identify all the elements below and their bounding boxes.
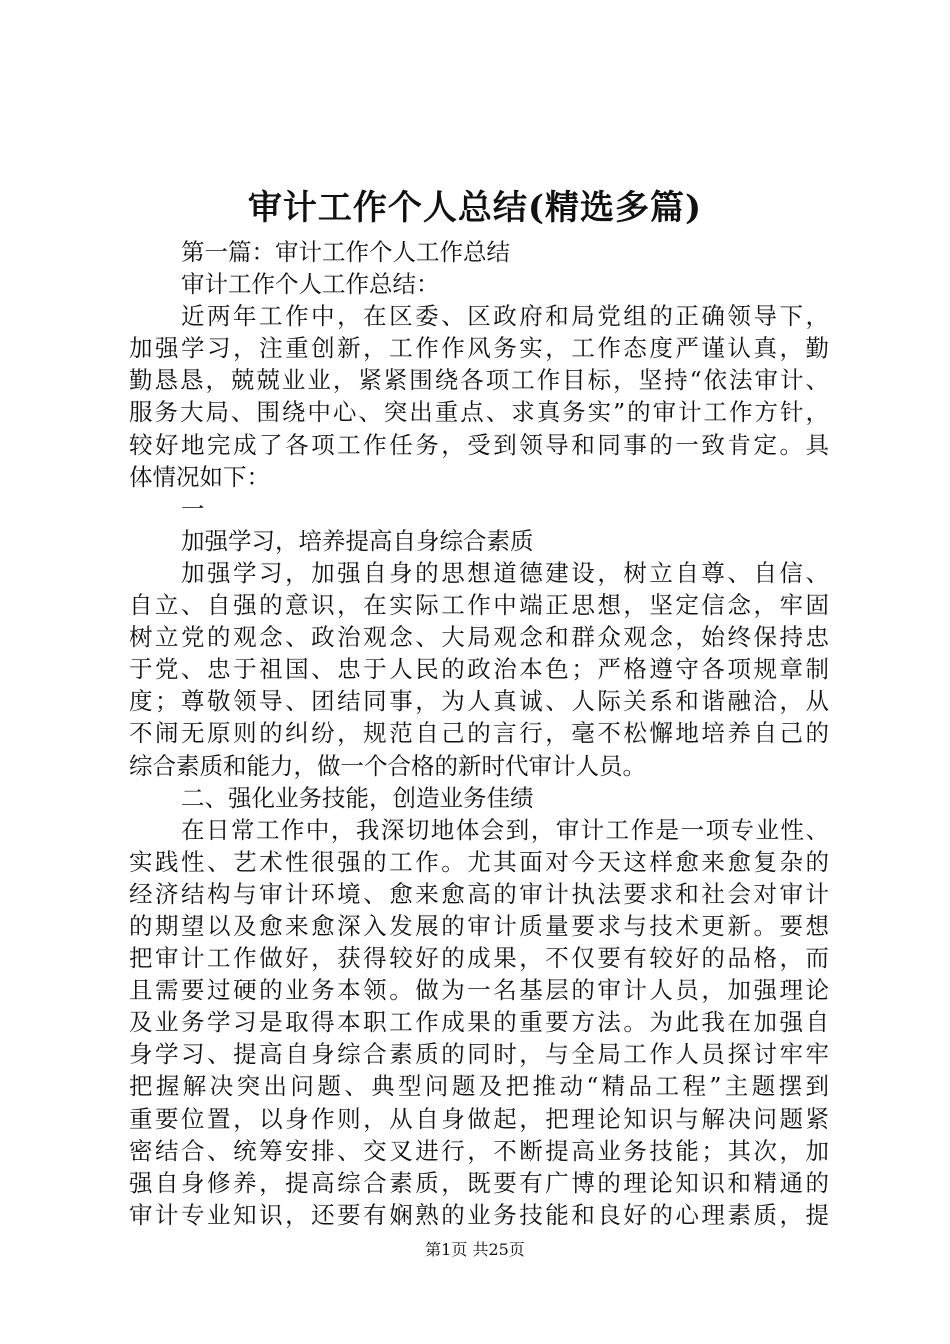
paragraph-line: 把审计工作做好，获得较好的成果，不仅要有较好的品格，而 bbox=[129, 944, 829, 973]
paragraph-line: 于党、忠于祖国、忠于人民的政治本色；严格遵守各项规章制 bbox=[129, 655, 829, 684]
paragraph-line: 实践性、艺术性很强的工作。尤其面对今天这样愈来愈复杂的 bbox=[129, 847, 829, 876]
paragraph-line: 体情况如下： bbox=[129, 462, 270, 491]
paragraph-line: 密结合、统筹安排、交叉进行，不断提高业务技能；其次，加 bbox=[129, 1136, 829, 1165]
paragraph-line: 较好地完成了各项工作任务，受到领导和同事的一致肯定。具 bbox=[129, 430, 829, 459]
paragraph-line: 综合素质和能力，做一个合格的新时代审计人员。 bbox=[129, 751, 646, 780]
paragraph-line: 及业务学习是取得本职工作成果的重要方法。为此我在加强自 bbox=[129, 1008, 829, 1037]
section-number: 一 bbox=[181, 494, 205, 523]
page-footer: 第1页 共25页 bbox=[425, 1240, 525, 1259]
paragraph-line: 审计工作个人工作总结： bbox=[181, 270, 440, 299]
paragraph-line: 强自身修养，提高综合素质，既要有广博的理论知识和精通的 bbox=[129, 1168, 829, 1197]
paragraph-line: 加强学习，注重创新，工作作风务实，工作态度严谨认真，勤 bbox=[129, 334, 829, 363]
paragraph-line: 树立党的观念、政治观念、大局观念和群众观念，始终保持忠 bbox=[129, 623, 829, 652]
paragraph-line: 服务大局、围绕中心、突出重点、求真务实”的审计工作方针， bbox=[129, 398, 829, 427]
section-heading: 二、强化业务技能，创造业务佳绩 bbox=[181, 783, 534, 812]
paragraph-line: 度；尊敬领导、团结同事，为人真诚、人际关系和谐融洽，从 bbox=[129, 687, 829, 716]
document-title: 审计工作个人总结(精选多篇) bbox=[247, 188, 703, 228]
paragraph-line: 近两年工作中，在区委、区政府和局党组的正确领导下， bbox=[181, 302, 829, 331]
document-body bbox=[129, 236, 829, 1231]
section-heading: 加强学习，培养提高自身综合素质 bbox=[181, 526, 534, 555]
paragraph-line: 在日常工作中，我深切地体会到，审计工作是一项专业性、 bbox=[181, 815, 829, 844]
paragraph-line: 不闹无原则的纠纷，规范自己的言行，毫不松懈地培养自己的 bbox=[129, 719, 829, 748]
paragraph-line: 把握解决突出问题、典型问题及把推动“精品工程”主题摆到 bbox=[129, 1072, 829, 1101]
paragraph-line: 自立、自强的意识，在实际工作中端正思想，坚定信念，牢固 bbox=[129, 591, 829, 620]
paragraph-line: 审计专业知识，还要有娴熟的业务技能和良好的心理素质，提 bbox=[129, 1200, 829, 1229]
paragraph-line: 加强学习，加强自身的思想道德建设，树立自尊、自信、 bbox=[181, 558, 829, 587]
paragraph-line: 勤恳恳，兢兢业业，紧紧围绕各项工作目标，坚持“依法审计、 bbox=[129, 366, 829, 395]
paragraph-line: 重要位置，以身作则，从自身做起，把理论知识与解决问题紧 bbox=[129, 1104, 829, 1133]
paragraph-line: 的期望以及愈来愈深入发展的审计质量要求与技术更新。要想 bbox=[129, 911, 829, 940]
paragraph-line: 身学习、提高自身综合素质的同时，与全局工作人员探讨牢牢 bbox=[129, 1040, 829, 1069]
paragraph-line: 经济结构与审计环境、愈来愈高的审计执法要求和社会对审计 bbox=[129, 879, 829, 908]
section-heading: 第一篇：审计工作个人工作总结 bbox=[181, 238, 510, 266]
paragraph-line: 且需要过硬的业务本领。做为一名基层的审计人员，加强理论 bbox=[129, 976, 829, 1005]
